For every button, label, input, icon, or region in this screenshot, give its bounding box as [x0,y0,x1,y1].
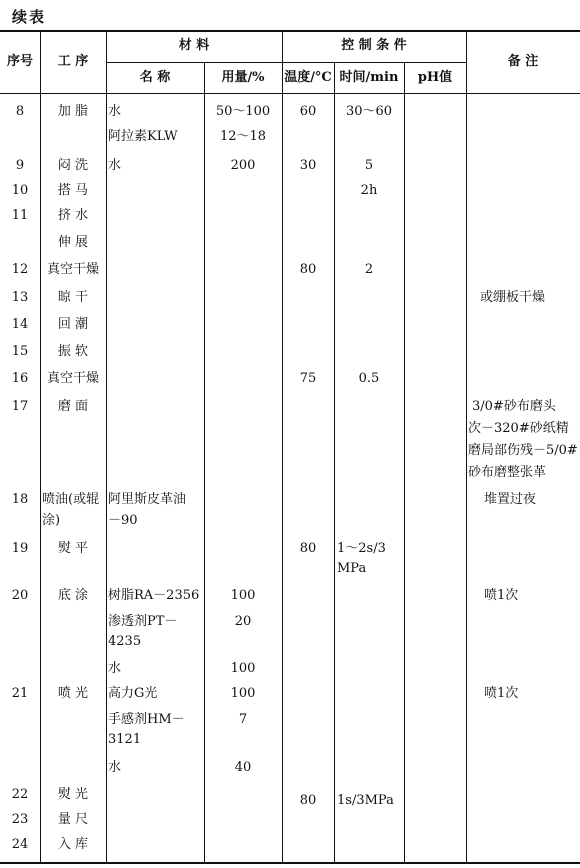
col-rule-1 [40,30,41,862]
material-name: 水 [108,158,122,173]
row-time: 30～60 [345,104,393,119]
header-remarks: 备 注 [507,54,539,69]
material-name: 水 [108,661,122,676]
material-name: 树脂RA－2356 [108,588,200,603]
material-name-line: 手感剂HM－ [108,712,185,727]
row-no: 16 [11,371,29,386]
material-name-line: 阿里斯皮革油 [108,492,187,507]
row-process: 搭 马 [57,183,89,198]
material-dosage: 40 [234,760,252,775]
row-time: 2h [360,183,378,198]
row-remark-line: 磨局部伤残－5/0# [468,443,578,458]
row-process: 真空干燥 [46,371,99,386]
row-remark: 喷1次 [484,686,519,701]
row-temp: 80 [299,793,317,808]
row-no: 12 [11,262,29,277]
col-rule-4 [282,30,283,862]
row-no: 8 [15,104,25,119]
row-remark: 堆置过夜 [484,492,537,507]
row-no: 15 [11,344,29,359]
material-dosage: 12～18 [219,129,267,144]
row-process: 量 尺 [57,812,89,827]
material-dosage: 100 [230,686,256,701]
header-process: 工 序 [57,54,89,69]
row-process-line: 涂) [42,513,61,528]
row-time: 1s/3MPa [337,793,394,808]
row-temp: 75 [299,371,317,386]
col-rule-7 [466,30,467,862]
header-seq: 序号 [6,54,33,69]
row-no: 24 [11,837,29,852]
table-top-rule [0,30,580,32]
header-material: 材 料 [178,38,210,53]
material-name: 高力G光 [108,686,158,701]
table-bottom-rule [0,862,580,864]
row-process: 熨 平 [57,541,89,556]
row-no: 10 [11,183,29,198]
row-process: 加 脂 [57,104,89,119]
header-ph: pH值 [417,70,453,85]
row-temp: 80 [299,541,317,556]
row-process: 伸 展 [57,235,89,250]
col-rule-2 [106,30,107,862]
row-no: 9 [15,158,25,173]
header-dosage: 用量/% [221,70,265,85]
row-remark: 或绷板干燥 [480,290,546,305]
material-dosage: 200 [230,158,256,173]
header-bottom-rule [0,93,580,94]
material-name-line: －90 [108,513,138,528]
row-time: 5 [364,158,374,173]
row-remark-line: 3/0#砂布磨头 [472,399,556,414]
row-time: 2 [364,262,374,277]
row-process: 喷 光 [57,686,89,701]
row-process: 回 潮 [57,317,89,332]
row-no: 18 [11,492,29,507]
row-process: 晾 干 [57,290,89,305]
header-time: 时间/min [339,70,399,85]
row-remark-line: 砂布磨整张革 [468,465,547,480]
row-no: 20 [11,588,29,603]
row-no: 13 [11,290,29,305]
header-name: 名 称 [139,70,171,85]
col-rule-3 [204,62,205,862]
row-remark: 喷1次 [484,588,519,603]
material-dosage: 50～100 [215,104,271,119]
row-time: 0.5 [358,371,380,386]
header-mid-rule [106,62,466,63]
row-no: 17 [11,399,29,414]
row-process: 底 涂 [57,588,89,603]
material-name-line: 3121 [108,732,142,747]
row-time-line: 1～2s/3 [337,541,386,556]
material-dosage: 20 [234,614,252,629]
row-temp: 80 [299,262,317,277]
material-name-line: 渗透剂PT－ [108,614,178,629]
row-no: 23 [11,812,29,827]
row-no: 19 [11,541,29,556]
row-temp: 60 [299,104,317,119]
row-process: 入 库 [57,837,89,852]
header-control: 控 制 条 件 [341,38,407,53]
row-time-line: MPa [337,561,367,576]
material-name: 水 [108,104,122,119]
material-dosage: 100 [230,661,256,676]
row-process: 闷 洗 [57,158,89,173]
row-no: 22 [11,787,29,802]
row-process: 熨 光 [57,787,89,802]
row-no: 11 [11,208,29,223]
row-no: 21 [11,686,29,701]
row-process: 真空干燥 [46,262,99,277]
row-process-line: 喷油(或辊 [42,492,100,507]
material-dosage: 7 [238,712,248,727]
material-name: 阿拉素KLW [108,129,178,144]
row-process: 磨 面 [57,399,89,414]
row-temp: 30 [299,158,317,173]
table-caption: 续表 [12,8,47,26]
header-temp: 温度/°C [284,70,332,85]
material-name-line: 4235 [108,634,142,649]
row-process: 振 软 [57,344,89,359]
row-remark-line: 次－320#砂纸精 [468,421,569,436]
material-dosage: 100 [230,588,256,603]
material-name: 水 [108,760,122,775]
row-no: 14 [11,317,29,332]
col-rule-6 [404,62,405,862]
row-process: 挤 水 [57,208,89,223]
